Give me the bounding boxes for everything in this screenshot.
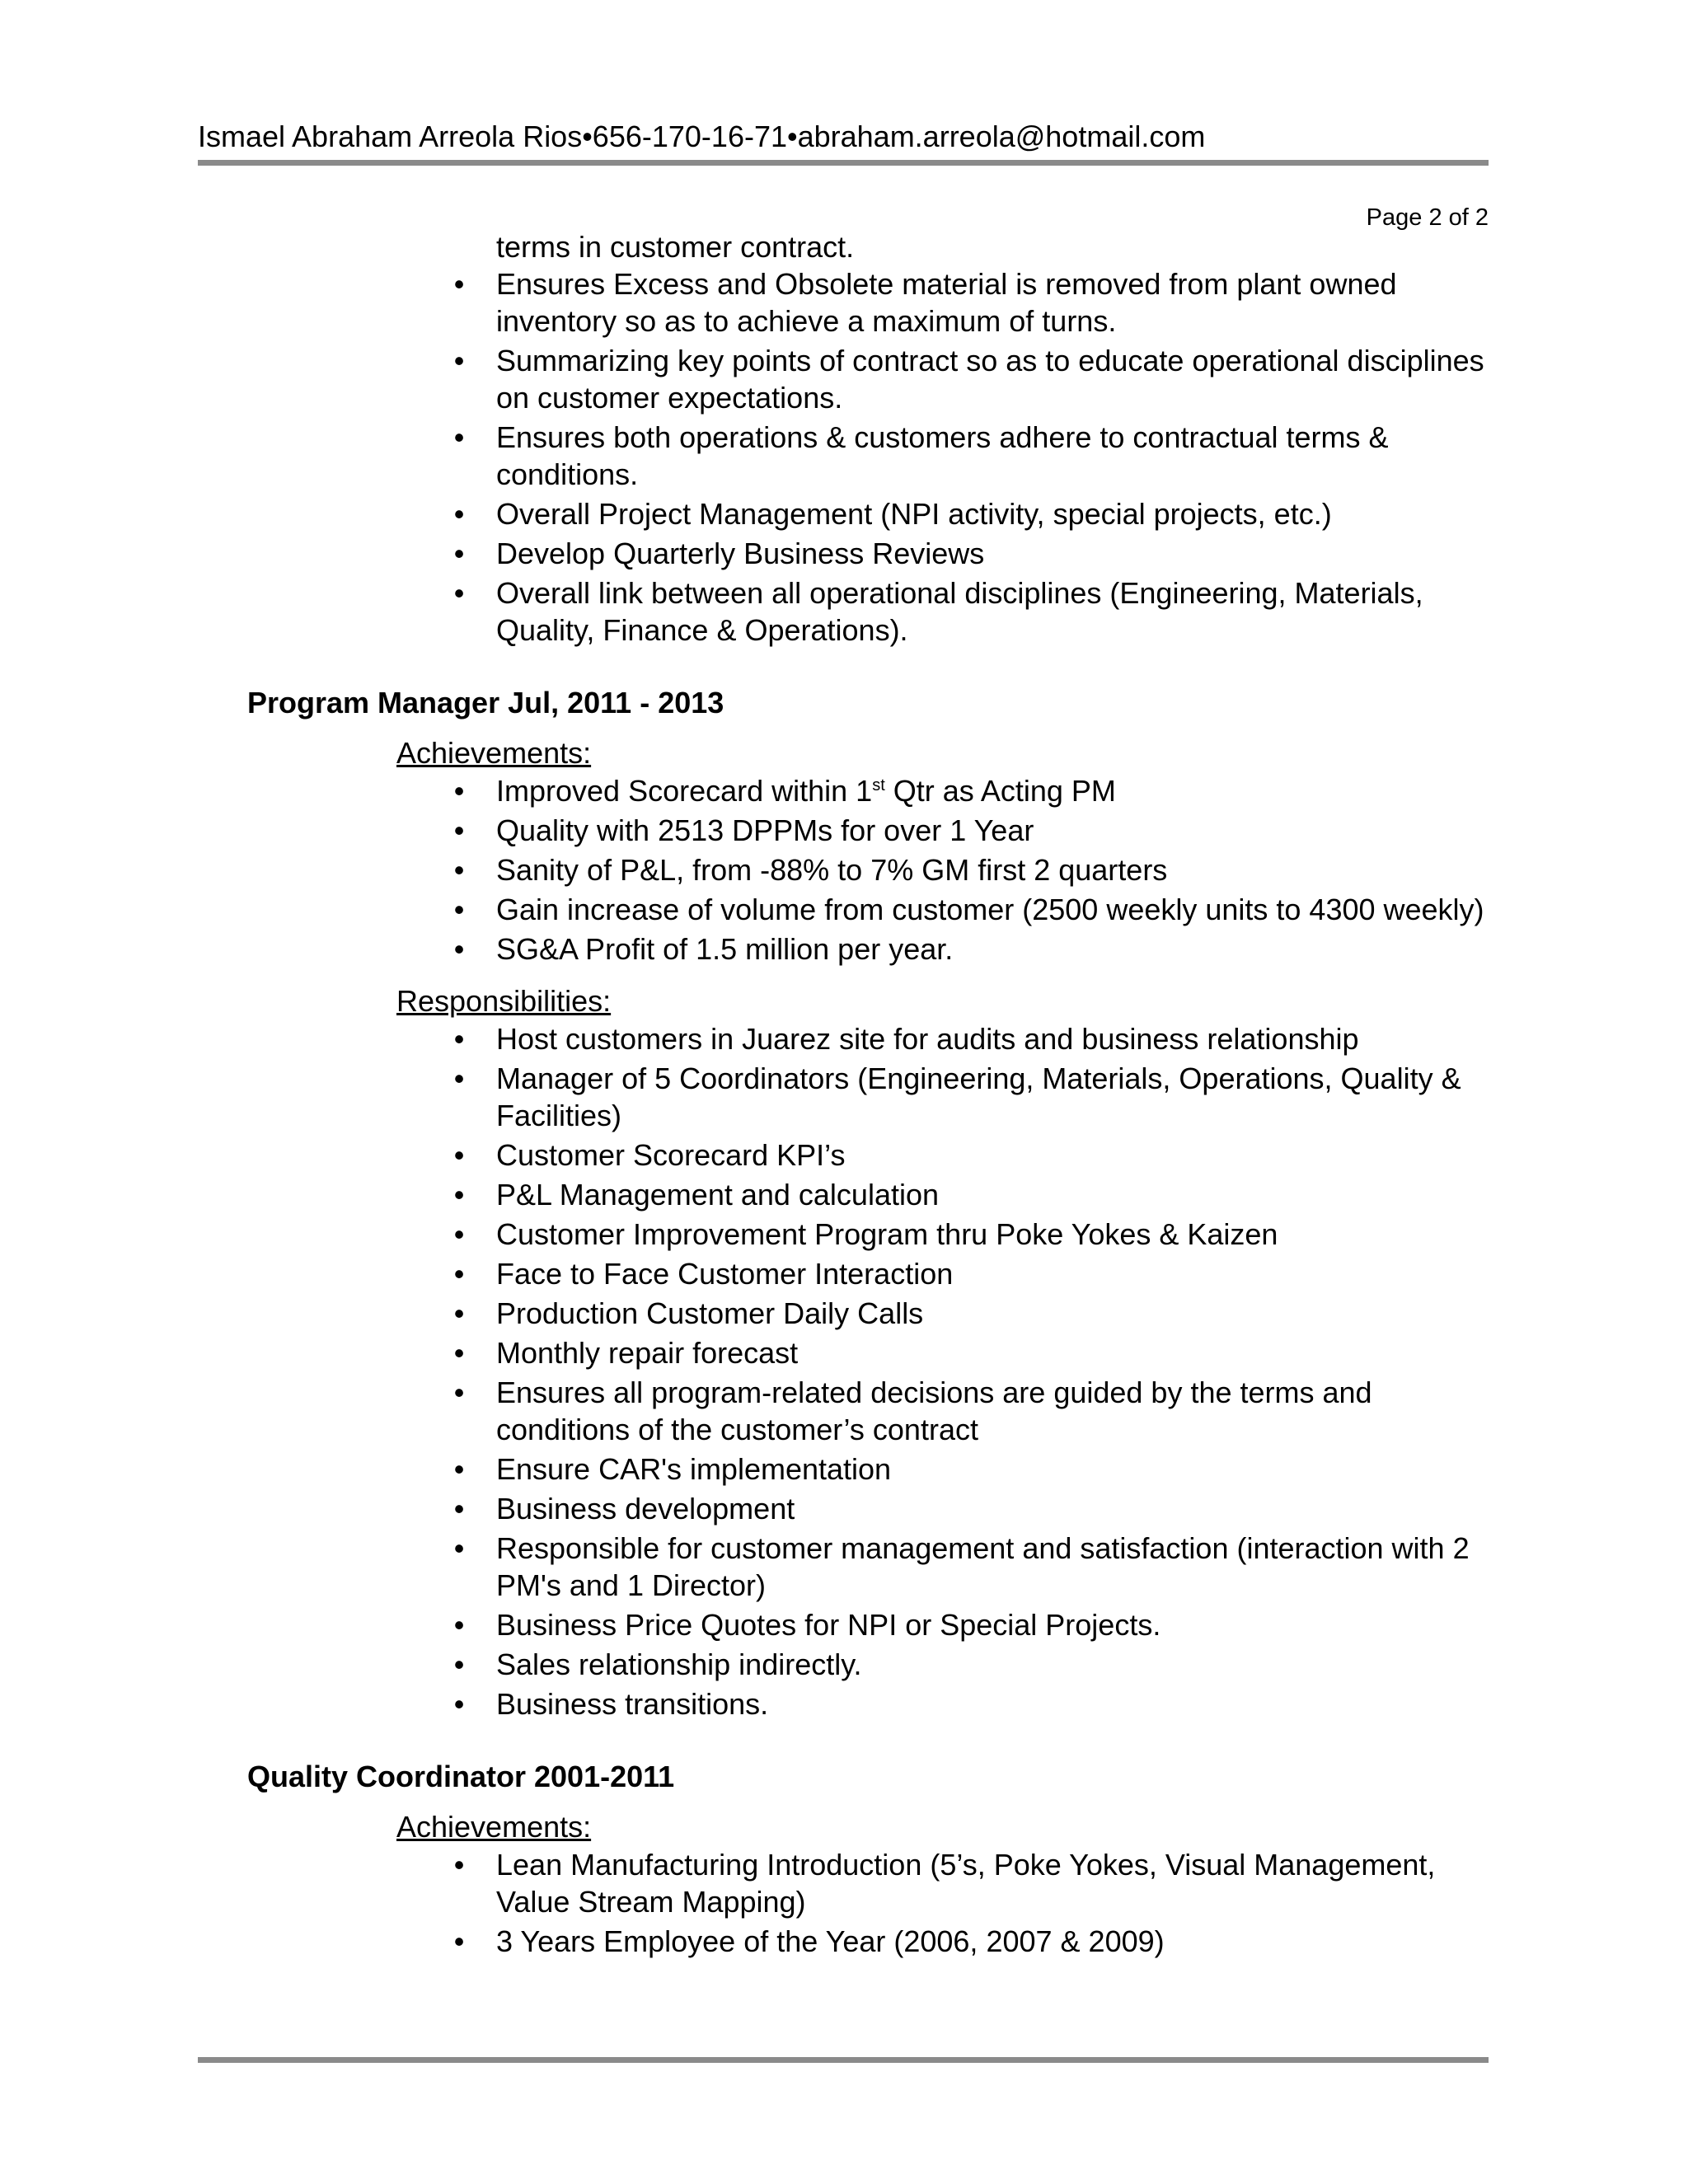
- bullet-icon: •: [453, 893, 465, 926]
- bullet-icon: •: [453, 1336, 465, 1370]
- list-item: • Ensures all program-related decisions are guided by the terms and conditions of the customer’s contract: [496, 1374, 1493, 1448]
- responsibilities-heading: Responsibilities:: [396, 984, 612, 1018]
- list-item: • Monthly repair forecast: [496, 1334, 1493, 1371]
- list-item: • Summarizing key points of contract so as to educate operational disciplines on customer expectations.: [496, 342, 1493, 416]
- list-item: • Manager of 5 Coordinators (Engineering, Materials, Operations, Quality & Facilities): [496, 1060, 1493, 1134]
- bullet-icon: •: [453, 537, 465, 570]
- bullet-icon: •: [453, 1924, 465, 1958]
- bullet-icon: •: [453, 576, 465, 610]
- list-item: • Ensures both operations & customers adhere to contractual terms & conditions.: [496, 419, 1493, 493]
- list-item: • Business transitions.: [496, 1685, 1493, 1722]
- list-item: • Overall link between all operational disciplines (Engineering, Materials, Quality, Finance & Operations).: [496, 574, 1493, 649]
- list-item: • Lean Manufacturing Introduction (5’s, Poke Yokes, Visual Management, Value Stream Mapping): [496, 1846, 1493, 1920]
- continued-bullet-list: [0, 265, 1688, 649]
- list-item: • 3 Years Employee of the Year (2006, 2007 & 2009): [496, 1923, 1493, 1960]
- bullet-icon: •: [453, 1022, 465, 1056]
- bullet-icon: •: [453, 1178, 465, 1212]
- bullet-icon: •: [453, 1452, 465, 1486]
- list-item: • Business Price Quotes for NPI or Special Projects.: [496, 1606, 1493, 1643]
- achievements-heading: Achievements:: [396, 1810, 592, 1844]
- job-title-quality-coordinator: Quality Coordinator 2001-2011: [247, 1760, 675, 1793]
- bullet-icon: •: [453, 497, 465, 531]
- achievements-heading: Achievements:: [396, 736, 592, 770]
- bullet-icon: •: [453, 1492, 465, 1526]
- continued-line: terms in customer contract.: [496, 230, 855, 264]
- list-item: • Ensure CAR's implementation: [496, 1451, 1493, 1488]
- list-item: • Production Customer Daily Calls: [496, 1295, 1493, 1332]
- bullet-icon: •: [453, 1257, 465, 1291]
- list-item: • Develop Quarterly Business Reviews: [496, 535, 1493, 572]
- bullet-icon: •: [453, 813, 465, 847]
- bullet-icon: •: [453, 1376, 465, 1409]
- list-item: • Business development: [496, 1490, 1493, 1527]
- list-item: • Sales relationship indirectly.: [496, 1646, 1493, 1683]
- bullet-icon: •: [453, 1687, 465, 1721]
- list-item: • P&L Management and calculation: [496, 1176, 1493, 1213]
- bullet-icon: •: [453, 267, 465, 301]
- footer-divider: [198, 2057, 1489, 2063]
- header-divider: [198, 160, 1489, 166]
- bullet-icon: •: [453, 932, 465, 966]
- list-item: • Face to Face Customer Interaction: [496, 1255, 1493, 1292]
- list-item: • Sanity of P&L, from -88% to 7% GM first 2 quarters: [496, 851, 1493, 888]
- list-item: • Ensures Excess and Obsolete material is removed from plant owned inventory so as to achieve a maximum of turns.: [496, 265, 1493, 340]
- list-item: • Gain increase of volume from customer (2500 weekly units to 4300 weekly): [496, 891, 1493, 928]
- bullet-icon: •: [453, 1138, 465, 1172]
- bullet-icon: •: [453, 1062, 465, 1095]
- list-item: • Improved Scorecard within 1st Qtr as Acting PM: [496, 772, 1493, 809]
- resume-body: [0, 228, 1688, 1962]
- list-item: • Customer Improvement Program thru Poke Yokes & Kaizen: [496, 1216, 1493, 1253]
- bullet-icon: •: [453, 1848, 465, 1882]
- list-item: • Host customers in Juarez site for audits and business relationship: [496, 1020, 1493, 1057]
- bullet-icon: •: [453, 1217, 465, 1251]
- achievements-list: [0, 1846, 1688, 1960]
- achievements-list: [0, 772, 1688, 968]
- bullet-icon: •: [453, 1296, 465, 1330]
- page-number: Page 2 of 2: [1366, 204, 1489, 231]
- bullet-icon: •: [453, 1608, 465, 1642]
- list-item: • Quality with 2513 DPPMs for over 1 Year: [496, 812, 1493, 849]
- bullet-icon: •: [453, 344, 465, 377]
- bullet-icon: •: [453, 774, 465, 808]
- bullet-icon: •: [453, 853, 465, 887]
- list-item: • Customer Scorecard KPI’s: [496, 1137, 1493, 1174]
- list-item: • SG&A Profit of 1.5 million per year.: [496, 930, 1493, 968]
- responsibilities-list: [0, 1020, 1688, 1722]
- job-title-program-manager: Program Manager Jul, 2011 - 2013: [247, 686, 724, 719]
- bullet-icon: •: [453, 1647, 465, 1681]
- list-item: • Responsible for customer management and satisfaction (interaction with 2 PM's and 1 Director): [496, 1530, 1493, 1604]
- bullet-icon: •: [453, 1531, 465, 1565]
- contact-header: Ismael Abraham Arreola Rios•656-170-16-71•abraham.arreola@hotmail.com: [198, 120, 1206, 153]
- list-item: • Overall Project Management (NPI activity, special projects, etc.): [496, 495, 1493, 532]
- bullet-icon: •: [453, 420, 465, 454]
